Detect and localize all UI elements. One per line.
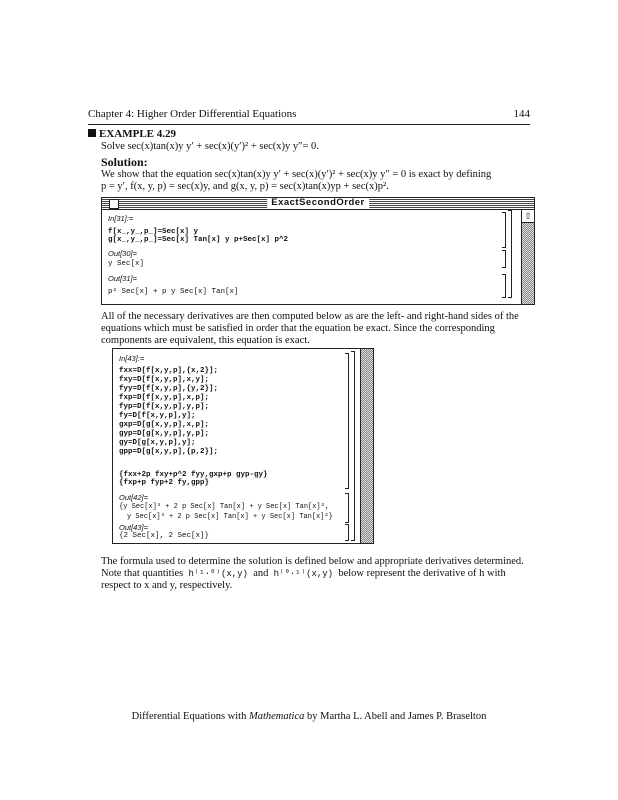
cell-bracket[interactable] (508, 210, 512, 298)
out30-label: Out[30]= (108, 249, 137, 258)
vertical-scrollbar[interactable] (521, 210, 534, 304)
in31-code-line-1[interactable]: f[x_,y_,p_]=Sec[x] y (108, 228, 199, 236)
solution-text: We show that the equation sec(x)tan(x)y y′ + sec(x)(y′)² + sec(x)y y″ = 0 is exact by defining p = y′, f(x, y, p) = sec(x)y, and g(x, y, p) = sec(x)tan(x)yp + sec(x)p². (101, 169, 492, 192)
header-rule (88, 124, 530, 125)
cell-bracket[interactable] (502, 250, 506, 268)
solution-heading: Solution: (101, 155, 148, 169)
cell-bracket[interactable] (502, 274, 506, 298)
example-title: EXAMPLE 4.29 (88, 128, 176, 140)
chapter-heading: Chapter 4: Higher Order Differential Equations (88, 108, 297, 120)
out43-label: Out[43]= (119, 523, 148, 532)
derivative-code-line[interactable]: gyp=D[g[x,y,p],y,p]; (119, 430, 210, 438)
derivative-code-line[interactable]: fxp=D[f[x,y,p],x,p]; (119, 394, 210, 402)
mathematica-window-derivatives[interactable] (112, 348, 374, 544)
window-titlebar[interactable] (102, 198, 534, 210)
scroll-up-arrow-icon[interactable]: ⇧ (522, 210, 534, 223)
close-box-icon[interactable] (109, 199, 119, 209)
window-title: ExactSecondOrder (267, 198, 369, 209)
out31-label: Out[31]= (108, 274, 137, 283)
cell-bracket[interactable] (502, 212, 506, 248)
bullet-square-icon (88, 129, 96, 137)
in31-label: In[31]:= (108, 214, 134, 223)
derivative-code-line[interactable]: gpp=D[g[x,y,p],{p,2}]; (119, 448, 219, 456)
in43-label: In[43]:= (119, 354, 145, 363)
derivative-code-line[interactable]: fyy=D[f[x,y,p],{y,2}]; (119, 385, 219, 393)
paragraph-derivatives: All of the necessary derivatives are then computed below as are the left- and right-hand sides of the equations which must be satisfied in order that the equation be exact. Since the corresponding components are equivalent, this equation is exact. (101, 311, 519, 346)
out42-label: Out[42]= (119, 493, 148, 502)
mathematica-window-exact[interactable] (101, 197, 535, 305)
derivative-code-line[interactable]: fxy=D[f[x,y,p],x,y]; (119, 376, 210, 384)
inline-code-h01: h⁽⁰·¹⁾(x,y) (273, 569, 334, 579)
in31-code-line-2[interactable]: g[x_,y_,p_]=Sec[x] Tan[x] y p+Sec[x] p^2 (108, 236, 289, 244)
page-number: 144 (513, 108, 530, 120)
final-code-line-2[interactable]: {fxp+p fyp+2 fy,gpp} (119, 479, 210, 487)
derivative-code-line[interactable]: gxp=D[g[x,y,p],x,p]; (119, 421, 210, 429)
final-code-line-1[interactable]: {fxx+2p fxy+p^2 fyy,gxp+p gyp-gy} (119, 471, 268, 479)
out42-line-1: {y Sec[x]³ + 2 p Sec[x] Tan[x] + y Sec[x] Tan[x]², (119, 503, 330, 511)
example-problem: Solve sec(x)tan(x)y y′ + sec(x)(y′)² + sec(x)y y″= 0. (101, 141, 319, 152)
out42-line-2: y Sec[x]³ + 2 p Sec[x] Tan[x] + y Sec[x] Tan[x]²} (127, 513, 333, 521)
out43-value: {2 Sec[x], 2 Sec[x]} (119, 532, 210, 540)
paragraph-formula: The formula used to determine the solution is defined below and appropriate derivatives determined. Note that quantities h⁽¹·⁰⁾(x,y) and h⁽⁰·¹⁾(x,y) below represent the derivative of h with respect to x and y, respectively. (101, 556, 524, 591)
cell-bracket[interactable] (345, 524, 349, 541)
derivative-code-line[interactable]: fy=D[f[x,y,p],y]; (119, 412, 196, 420)
cell-bracket[interactable] (345, 353, 349, 489)
inline-code-h10: h⁽¹·⁰⁾(x,y) (188, 569, 248, 579)
vertical-scrollbar[interactable] (360, 349, 373, 543)
book-footer: Differential Equations with Mathematica by Martha L. Abell and James P. Braselton (131, 711, 487, 722)
derivative-code-line[interactable]: gy=D[g[x,y,p],y]; (119, 439, 196, 447)
out30-value: y Sec[x] (108, 260, 145, 268)
derivative-code-line[interactable]: fxx=D[f[x,y,p],{x,2}]; (119, 367, 219, 375)
out31-value: p² Sec[x] + p y Sec[x] Tan[x] (108, 288, 239, 296)
cell-bracket[interactable] (351, 351, 355, 541)
cell-bracket[interactable] (345, 493, 349, 523)
derivative-code-line[interactable]: fyp=D[f[x,y,p],y,p]; (119, 403, 210, 411)
